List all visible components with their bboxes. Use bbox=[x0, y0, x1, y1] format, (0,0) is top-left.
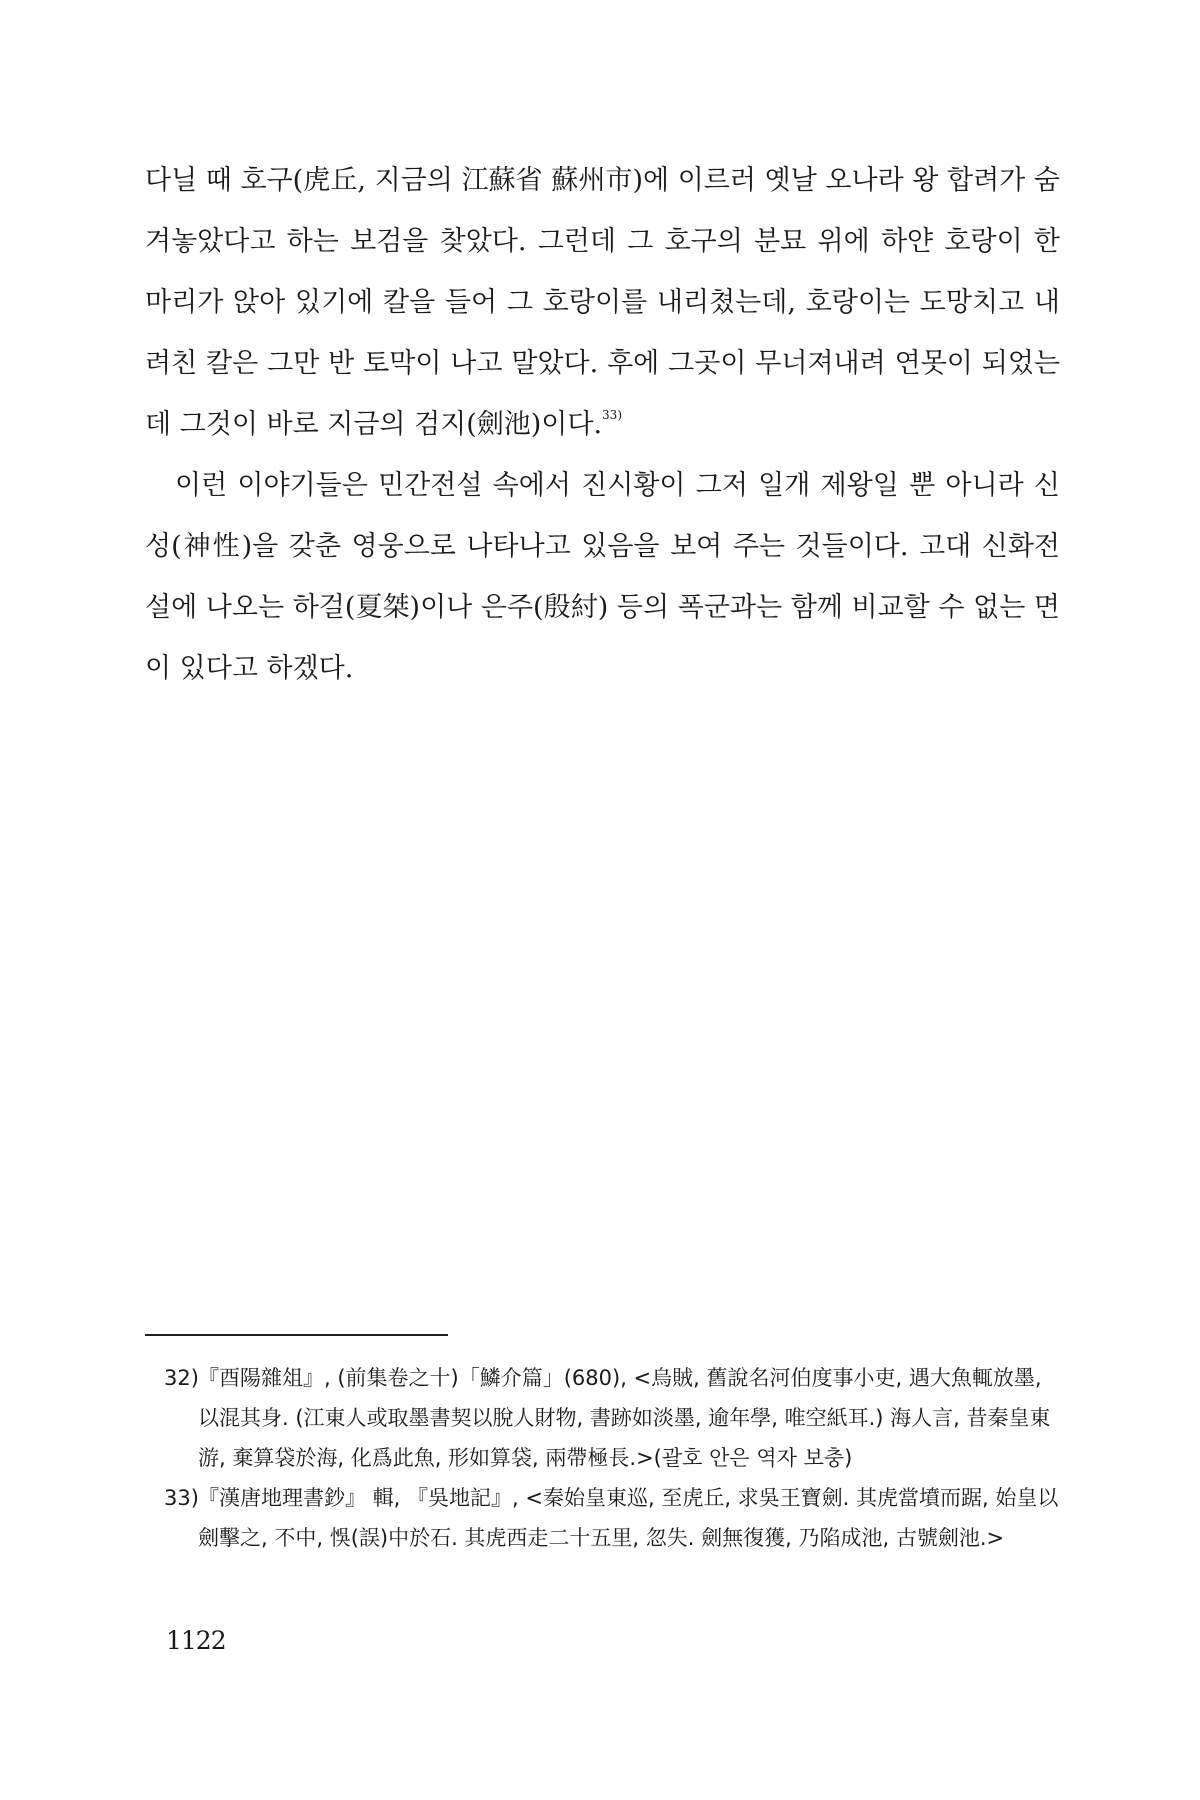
footnote-text: 『漢唐地理書鈔』 輯, 『吳地記』, <秦始皇東巡, 至虎丘, 求吳王寶劍. 其虎當墳而踞, 始皇以劍擊之, 不中, 悞(誤)中於石. 其虎西走二十五里, 忽失. 劍無復獲, 乃陷成池, 古號劍池.> bbox=[198, 1486, 1059, 1550]
page-number: 1122 bbox=[166, 1626, 226, 1655]
main-text bbox=[145, 150, 1060, 699]
footnote bbox=[166, 1358, 1061, 1478]
footnote-number: 33) bbox=[164, 1486, 199, 1510]
footnote-text: 『酉陽雜俎』, (前集卷之十)「鱗介篇」(680), <烏賊, 舊說名河伯度事小吏, 遇大魚輒放墨, 以混其身. (江東人或取墨書契以脫人財物, 書跡如淡墨, 逾年學, 唯空紙耳.) 海人言, 昔秦皇東游, 棄算袋於海, 化爲此魚, 形如算袋, 兩帶極長.>(괄호 안은 역자 보충) bbox=[198, 1366, 1051, 1470]
paragraph bbox=[145, 455, 1060, 699]
paragraph-text: 이런 이야기들은 민간전설 속에서 진시황이 그저 일개 제왕일 뿐 아니라 신성(神性)을 갖춘 영웅으로 나타나고 있음을 보여 주는 것들이다. 고대 신화전설에 나오는 하걸(夏桀)이나 은주(殷紂) 등의 폭군과는 함께 비교할 수 없는 면이 있다고 하겠다. bbox=[145, 470, 1060, 684]
footnotes bbox=[166, 1358, 1061, 1558]
paragraph bbox=[145, 150, 1060, 455]
footnote-divider bbox=[145, 1334, 448, 1336]
footnote bbox=[166, 1478, 1061, 1558]
footnote-reference: 33) bbox=[602, 408, 622, 422]
footnote-number: 32) bbox=[164, 1366, 199, 1390]
paragraph-text: 다닐 때 호구(虎丘, 지금의 江蘇省 蘇州市)에 이르러 옛날 오나라 왕 합려가 숨겨놓았다고 하는 보검을 찾았다. 그런데 그 호구의 분묘 위에 하얀 호랑이 한 마리가 앉아 있기에 칼을 들어 그 호랑이를 내리쳤는데, 호랑이는 도망치고 내려친 칼은 그만 반 토막이 나고 말았다. 후에 그곳이 무너져내려 연못이 되었는데 그것이 바로 지금의 검지(劍池)이다. bbox=[145, 165, 1060, 440]
